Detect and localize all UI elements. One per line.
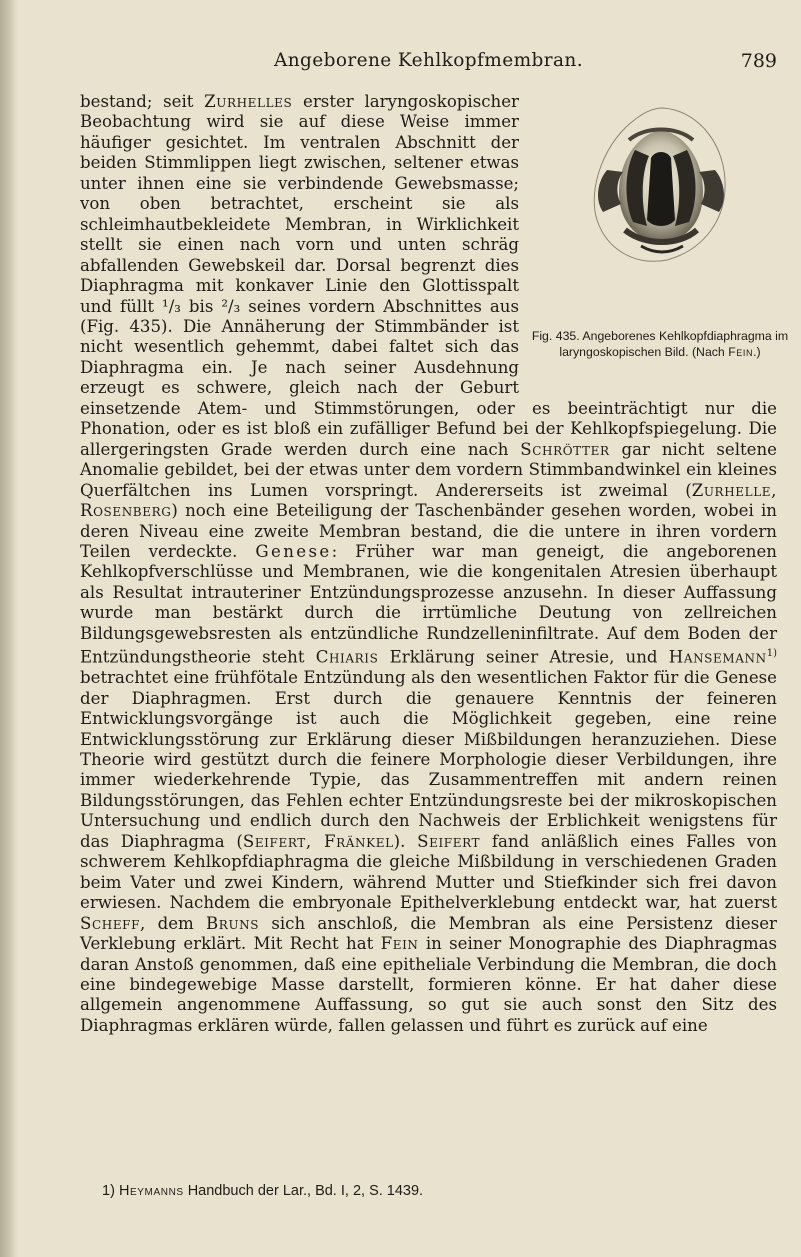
author-name: Seifert [417,831,481,851]
author-name: Zurhelle, Rosenberg [80,480,777,521]
author-name: Zurhelles [204,92,293,111]
text-run: : Früher war man geneigt, die angeborenen Kehlkopfverschlüsse und Membranen, wie die kongenitalen Atresien überhaupt als Resultat intrauteriner Entzündungsprozesse anzusehn. In dieser Auffassung wurde man bestärkt durch die irrtümliche Deutung von zellreichen Bildungsgewebsresten als entzündliche Rundzelleninfiltrate. Auf dem Boden der Entzündungstheorie steht [80,541,777,667]
text-run: ) noch eine Beteiligung der Taschenbänder gesehen worden, wobei in deren Niveau eine zweite Membran bestand, die die untere in ihren vordern Teilen verdeckte. [80,501,777,561]
text-run: ). [393,831,418,851]
footnote-text: Handbuch der Lar., Bd. I, 2, S. 1439. [183,1183,424,1199]
larynx-diaphragm-illustration [585,100,735,270]
figure-caption [529,328,791,360]
author-name: Fein [380,934,419,954]
author-name: Chiaris [315,647,379,667]
text-run: fand anläßlich eines Falles von schwerem Kehlkopfdiaphragma die gleiche Mißbildung in verschiedenen Graden beim Vater und zwei Kindern, während Mutter und Stiefkinder sich frei davon erwiesen. Nachdem die embryonale Epithelverklebung entdeckt war, hat zuerst [80,831,777,913]
caption-author: Fein [728,345,754,359]
footnote-reference: 1) [766,648,777,660]
caption-text: Fig. 435. Angeborenes Kehlkopfdiaphragma im laryngoskopischen Bild. (Nach [531,329,789,359]
text-run: , dem [140,913,207,933]
page-number: 789 [740,50,777,72]
text-run: bestand; seit [80,92,205,111]
text-run: gar nicht seltene Anomalie gebildet, bei der etwas unter dem vordern Stimmbandwinkel ein kleines Querfältchen ins Lumen vorspringt. Andererseits ist zweimal ( [80,439,777,500]
footnote-author: Heymanns [118,1183,184,1199]
author-name: Schrötter [520,439,610,459]
author-name: Bruns [206,913,260,933]
footnote [102,1183,777,1199]
text-run: Erklärung seiner Atresie, und [378,647,669,667]
caption-end: .) [753,345,761,359]
body-text [80,92,789,1036]
running-head [80,50,777,78]
text-run: betrachtet eine frühfötale Entzündung als den wesentlichen Faktor für die Genese der Diaphragmen. Erst durch die genauere Kenntnis der feineren Entwicklungsvorgänge ist auch die Möglichkeit gegeben, eine reine Entwicklungsstörung zur Erklärung dieser Mißbildungen heranzuziehen. Diese Theorie wird gestützt durch die feinere Morphologie dieser Verbildungen, ihre immer wiederkehrende Typie, das Zusammentreffen mit andern reinen Bildungsstörungen, das Fehlen echter Entzündungsreste bei der mikroskopischen Untersuchung und endlich durch den Nachweis der Erblichkeit wenigstens für das Diaphragma ( [80,668,777,851]
footnote-marker: 1) [102,1183,115,1199]
author-name: Hansemann [668,647,767,667]
section-label: Genese [255,541,332,561]
author-name: Scheff [80,913,141,933]
author-name: Seifert, Fränkel [242,831,394,851]
text-run: erster laryngoskopischer Beobachtung wird sie auf diese Weise immer häufiger gesichtet. Im ventralen Abschnitt der beiden Stimmlippen liegt zwischen, seltener etwas unter ihnen eine sie verbindende Gewebsmasse; von oben betrachtet, erscheint sie als schleimhautbekleidete Membran, in Wirklichkeit stellt sie einen nach vorn und unten schräg abfallenden Gewebskeil dar. Dorsal begrenzt dies Diaphragma mit konkaver Linie den Glottisspalt und füllt ¹/₃ bis ²/₃ seines vordern Abschnittes aus (Fig. 435). Die Annäherung der Stimmbänder ist nicht wesentlich gehemmt, dabei faltet sich das Diaphragma ein. Je nach seiner Ausdehnung erzeugt es schwere, gleich nach der Geburt einsetzende Atem- und Stimmstörungen, oder es beeinträchtigt nur die Phonation, oder es ist bloß ein zufälliger Befund bei der Kehlkopfspiegelung. Die allergeringsten Grade werden durch eine nach [80,92,777,459]
text-run: sich anschloß, die Membran als eine Persistenz dieser Verklebung erklärt. Mit Recht hat [80,913,777,954]
figure-435 [529,98,791,390]
running-head-title: Angeborene Kehlkopfmembran. [273,50,584,71]
text-run: in seiner Monographie des Diaphragmas daran Anstoß genommen, daß eine epitheliale Verbindung die Membran, die doch eine bindegewebige Masse darstellt, formieren könne. Er hat daher diese allgemein angenommene Auffassung, so gut sie auch sonst den Sitz des Diaphragmas erklären würde, fallen gelassen und führt es zurück auf eine [80,934,778,1035]
